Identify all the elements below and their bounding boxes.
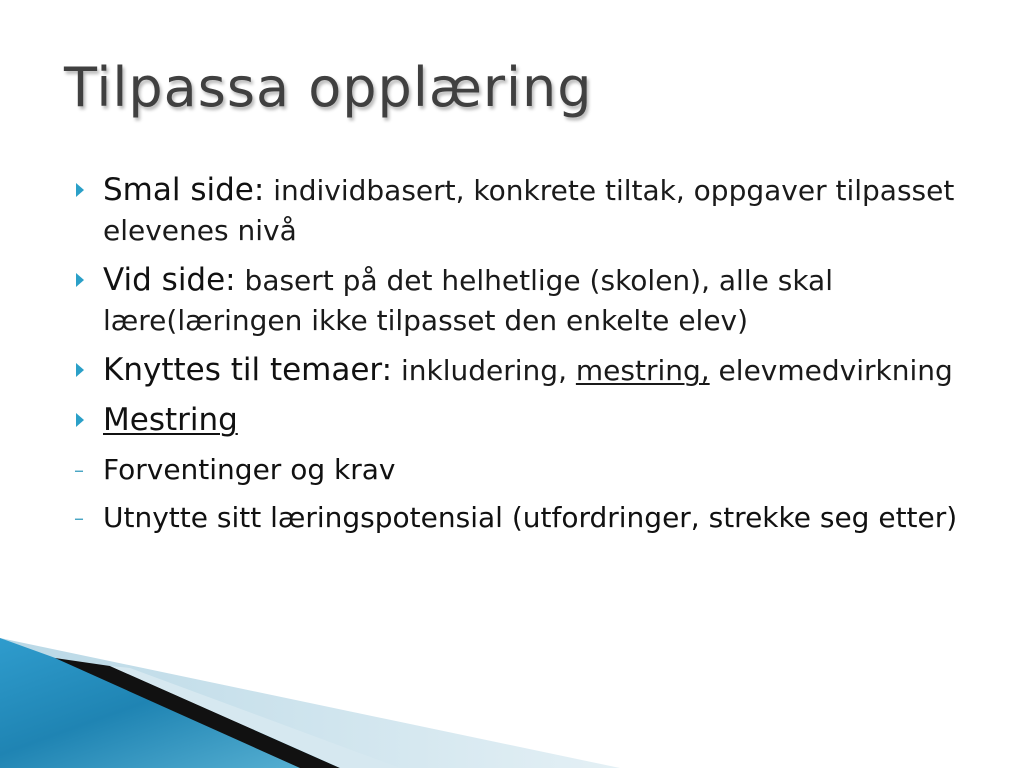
bullet-lead: Knyttes til temaer: [103,352,393,388]
bullet-text: basert på det helhetlige (skolen), alle skal lære(læringen ikke tilpasset den enkelte elev) [103,264,833,337]
triangle-right-icon [76,363,84,377]
triangle-right-icon [76,413,84,427]
bullet-lead: Vid side: [103,262,236,298]
bullet-lead: Mestring [103,402,238,438]
bullet-mestring [72,400,972,441]
dash-icon: – [74,458,84,482]
bullet-underlined-text: mestring, [575,354,710,387]
triangle-right-icon [76,183,84,197]
dash-icon: – [74,506,84,530]
bullet-vid-side [72,260,972,341]
sub-bullet-text: Utnytte sitt læringspotensial (utfordringer, strekke seg etter) [103,501,958,534]
decorative-swoosh [0,638,1024,768]
bullet-text-continued: elevmedvirkning [709,354,953,387]
bullet-lead: Smal side: [103,172,265,208]
triangle-right-icon [76,273,84,287]
sub-bullet-text: Forventinger og krav [103,453,396,486]
slide-title: Tilpassa opplæring [64,56,593,119]
bullet-knyttes-til-temaer [72,350,972,391]
bullet-text: individbasert, konkrete tiltak, oppgaver tilpasset elevenes nivå [103,174,955,247]
bullet-list [72,170,972,546]
sub-bullet-utnytte [72,498,972,538]
sub-bullet-forventinger [72,450,972,490]
bullet-text: inkludering, [392,354,576,387]
bullet-smal-side [72,170,972,251]
